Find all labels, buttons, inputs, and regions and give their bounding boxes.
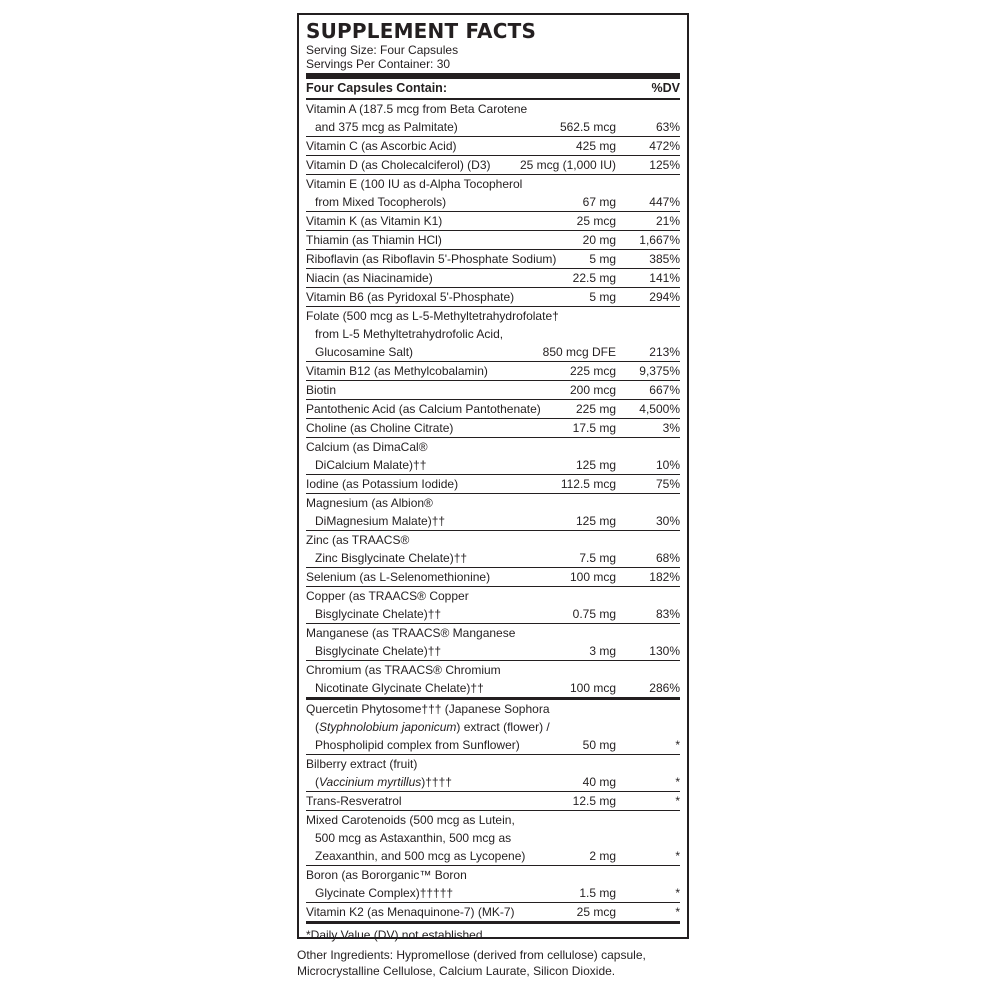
nutrient-amount: 125 mg [575, 458, 616, 472]
nutrient-name-line: Zeaxanthin, and 500 mcg as Lycopene) [315, 849, 526, 863]
nutrient-name-line: DiCalcium Malate)†† [315, 458, 427, 472]
nutrient-dv: 75% [655, 477, 680, 491]
nutrient-name-line: 500 mcg as Astaxanthin, 500 mcg as [315, 831, 512, 845]
nutrient-name-line: Selenium (as L-Selenomethionine) [306, 570, 491, 584]
nutrient-name-line: Zinc Bisglycinate Chelate)†† [315, 551, 468, 565]
nutrient-name [306, 156, 506, 174]
nutrient-dv: 10% [655, 458, 680, 472]
nutrient-dv: 294% [649, 290, 680, 304]
nutrient-name-line: Glucosamine Salt) [315, 345, 414, 359]
nutrient-row [306, 866, 680, 903]
nutrient-name-line: Niacin (as Niacinamide) [306, 271, 433, 285]
nutrient-name-line: Bisglycinate Chelate)†† [315, 644, 442, 658]
nutrient-name-line: Iodine (as Potassium Iodide) [306, 477, 459, 491]
nutrient-name-line: from L-5 Methyltetrahydrofolic Acid, [315, 327, 504, 341]
nutrient-dv: 4,500% [639, 402, 680, 416]
nutrient-name [306, 250, 557, 268]
nutrient-name [306, 362, 506, 380]
nutrient-dv: 63% [655, 120, 680, 134]
nutrient-row [306, 307, 680, 362]
nutrient-name-line: Nicotinate Glycinate Chelate)†† [315, 681, 484, 695]
nutrient-dv: 182% [649, 570, 680, 584]
nutrient-amount: 100 mcg [569, 681, 616, 695]
nutrient-dv: * [675, 849, 680, 863]
nutrient-name-line: DiMagnesium Malate)†† [315, 514, 446, 528]
nutrient-name-line: Vitamin K (as Vitamin K1) [306, 214, 443, 228]
nutrient-name-line: Vitamin E (100 IU as d-Alpha Tocopherol [306, 177, 523, 191]
nutrient-dv: 667% [649, 383, 680, 397]
nutrient-name [306, 175, 523, 211]
supplement-facts-panel [297, 13, 689, 942]
nutrient-name-line: Copper (as TRAACS® Copper [306, 589, 469, 603]
table-header [306, 79, 680, 100]
nutrient-amount: 12.5 mg [572, 794, 616, 808]
nutrient-row [306, 438, 680, 475]
nutrient-row [306, 700, 680, 755]
nutrient-amount: 225 mg [575, 402, 616, 416]
nutrient-row [306, 419, 680, 438]
nutrient-name [306, 438, 506, 474]
nutrient-name-line: Phospholipid complex from Sunflower) [315, 738, 520, 752]
nutrient-row [306, 269, 680, 288]
nutrient-dv: * [675, 905, 680, 919]
nutrient-name [306, 307, 559, 361]
nutrient-row [306, 475, 680, 494]
nutrient-row [306, 156, 680, 175]
nutrient-amount: 7.5 mg [579, 551, 616, 565]
nutrient-name-line: Vitamin B12 (as Methylcobalamin) [306, 364, 488, 378]
nutrient-name-line: Vitamin A (187.5 mcg from Beta Carotene [306, 102, 528, 116]
other-ingredients [297, 947, 717, 979]
nutrient-name [306, 231, 506, 249]
nutrient-amount: 225 mcg [569, 364, 616, 378]
nutrient-name [306, 903, 515, 921]
nutrient-row [306, 624, 680, 661]
nutrient-dv: 68% [655, 551, 680, 565]
nutrient-dv: * [675, 886, 680, 900]
nutrient-dv: 1,667% [639, 233, 680, 247]
nutrient-row [306, 400, 680, 419]
nutrient-name-line: Vitamin C (as Ascorbic Acid) [306, 139, 457, 153]
header-dv-label: %DV [651, 81, 680, 95]
nutrient-dv: 447% [649, 195, 680, 209]
panel-title: SUPPLEMENT FACTS [306, 19, 537, 43]
nutrient-name-line: Biotin [306, 383, 337, 397]
nutrient-table [306, 100, 680, 924]
nutrient-dv: 83% [655, 607, 680, 621]
nutrient-name [306, 624, 516, 660]
nutrient-name [306, 419, 506, 437]
nutrient-name-line: Magnesium (as Albion® [306, 496, 433, 510]
nutrient-amount: 100 mcg [569, 570, 616, 584]
nutrient-name [306, 755, 506, 791]
nutrient-amount: 850 mcg DFE [542, 345, 616, 359]
nutrient-name-line: Thiamin (as Thiamin HCl) [306, 233, 442, 247]
nutrient-amount: 17.5 mg [572, 421, 616, 435]
nutrient-row [306, 903, 680, 924]
nutrient-name [306, 100, 528, 136]
nutrient-dv: * [675, 794, 680, 808]
nutrient-dv: 213% [649, 345, 680, 359]
other-ingredients-line: Other Ingredients: Hypromellose (derived from cellulose) capsule, [297, 948, 646, 962]
nutrient-name [306, 212, 506, 230]
nutrient-amount: 25 mcg (1,000 IU) [519, 158, 616, 172]
nutrient-name-line: Chromium (as TRAACS® Chromium [306, 663, 501, 677]
nutrient-name-line: Boron (as Bororganic™ Boron [306, 868, 467, 882]
nutrient-amount: 67 mg [582, 195, 616, 209]
nutrient-amount: 3 mg [589, 644, 616, 658]
nutrient-name [306, 531, 506, 567]
nutrient-amount: 125 mg [575, 514, 616, 528]
nutrient-row [306, 811, 680, 866]
nutrient-name-line: Choline (as Choline Citrate) [306, 421, 454, 435]
nutrient-name-line: Glycinate Complex)††††† [315, 886, 454, 900]
nutrient-name-line: Manganese (as TRAACS® Manganese [306, 626, 516, 640]
nutrient-dv: 385% [649, 252, 680, 266]
other-ingredients-line: Microcrystalline Cellulose, Calcium Laurate, Silicon Dioxide. [297, 964, 616, 978]
nutrient-name [306, 494, 506, 530]
nutrient-name-line: Calcium (as DimaCal® [306, 440, 428, 454]
nutrient-row [306, 100, 680, 137]
nutrient-name-line: Zinc (as TRAACS® [306, 533, 410, 547]
nutrient-row [306, 381, 680, 400]
nutrient-name [306, 587, 506, 623]
nutrient-dv: 141% [649, 271, 680, 285]
nutrient-amount: 40 mg [582, 775, 616, 789]
nutrient-amount: 112.5 mcg [560, 477, 616, 491]
nutrient-amount: 200 mcg [569, 383, 616, 397]
nutrient-row [306, 250, 680, 269]
header-amount-label: Four Capsules Contain: [306, 81, 447, 95]
nutrient-name-line: Quercetin Phytosome††† (Japanese Sophora [306, 702, 550, 716]
nutrient-name [306, 381, 506, 399]
servings-per-container: Servings Per Container: 30 [306, 56, 451, 71]
nutrient-name-line: Trans-Resveratrol [306, 794, 402, 808]
nutrient-dv: 286% [649, 681, 680, 695]
nutrient-dv: 9,375% [639, 364, 680, 378]
nutrient-name-line: Bisglycinate Chelate)†† [315, 607, 442, 621]
nutrient-name [306, 866, 506, 902]
nutrient-dv: 30% [655, 514, 680, 528]
nutrient-dv: 21% [655, 214, 680, 228]
nutrient-amount: 2 mg [589, 849, 616, 863]
nutrient-name [306, 661, 506, 697]
nutrient-name-line: (Vaccinium myrtillus)†††† [315, 775, 452, 789]
nutrient-dv: 472% [649, 139, 680, 153]
nutrient-amount: 20 mg [582, 233, 616, 247]
nutrient-name [306, 137, 506, 155]
nutrient-name-line: from Mixed Tocopherols) [315, 195, 447, 209]
nutrient-amount: 22.5 mg [572, 271, 616, 285]
nutrient-name [306, 475, 506, 493]
nutrient-dv: * [675, 775, 680, 789]
nutrient-name-line: Vitamin B6 (as Pyridoxal 5'-Phosphate) [306, 290, 515, 304]
nutrient-row [306, 661, 680, 700]
dv-footnote: *Daily Value (DV) not established. [306, 928, 486, 942]
nutrient-row [306, 137, 680, 156]
nutrient-dv: 125% [649, 158, 680, 172]
nutrient-row [306, 531, 680, 568]
nutrient-row [306, 362, 680, 381]
nutrient-name [306, 269, 506, 287]
nutrient-row [306, 231, 680, 250]
nutrient-amount: 0.75 mg [572, 607, 616, 621]
nutrient-row [306, 568, 680, 587]
nutrient-dv: 130% [649, 644, 680, 658]
nutrient-name-line: Vitamin K2 (as Menaquinone-7) (MK-7) [306, 905, 515, 919]
nutrient-name-line: Bilberry extract (fruit) [306, 757, 418, 771]
serving-size: Serving Size: Four Capsules [306, 43, 459, 57]
nutrient-name-line: Folate (500 mcg as L-5-Methyltetrahydrofolate† [306, 309, 559, 323]
nutrient-row [306, 175, 680, 212]
nutrient-name-line: and 375 mcg as Palmitate) [315, 120, 458, 134]
nutrient-name [306, 568, 506, 586]
nutrient-name [306, 288, 515, 306]
nutrient-amount: 1.5 mg [579, 886, 616, 900]
nutrient-name-line: Mixed Carotenoids (500 mcg as Lutein, [306, 813, 515, 827]
nutrient-amount: 562.5 mcg [559, 120, 616, 134]
nutrient-name [306, 700, 550, 754]
nutrient-amount: 25 mcg [576, 905, 616, 919]
nutrient-row [306, 288, 680, 307]
nutrient-name [306, 400, 541, 418]
nutrient-amount: 5 mg [589, 252, 616, 266]
nutrient-row [306, 792, 680, 811]
nutrient-amount: 25 mcg [576, 214, 616, 228]
nutrient-name [306, 811, 526, 865]
nutrient-row [306, 212, 680, 231]
nutrient-dv: 3% [662, 421, 680, 435]
nutrient-amount: 425 mg [575, 139, 616, 153]
nutrient-name-line: Vitamin D (as Cholecalciferol) (D3) [306, 158, 491, 172]
nutrient-name [306, 792, 506, 810]
nutrient-amount: 5 mg [589, 290, 616, 304]
nutrient-row [306, 494, 680, 531]
nutrient-name-line: Pantothenic Acid (as Calcium Pantothenate) [306, 402, 541, 416]
nutrient-row [306, 587, 680, 624]
nutrient-row [306, 755, 680, 792]
nutrient-amount: 50 mg [582, 738, 616, 752]
nutrient-dv: * [675, 738, 680, 752]
nutrient-name-line: (Styphnolobium japonicum) extract (flower) / [315, 720, 550, 734]
nutrient-name-line: Riboflavin (as Riboflavin 5'-Phosphate Sodium) [306, 252, 557, 266]
